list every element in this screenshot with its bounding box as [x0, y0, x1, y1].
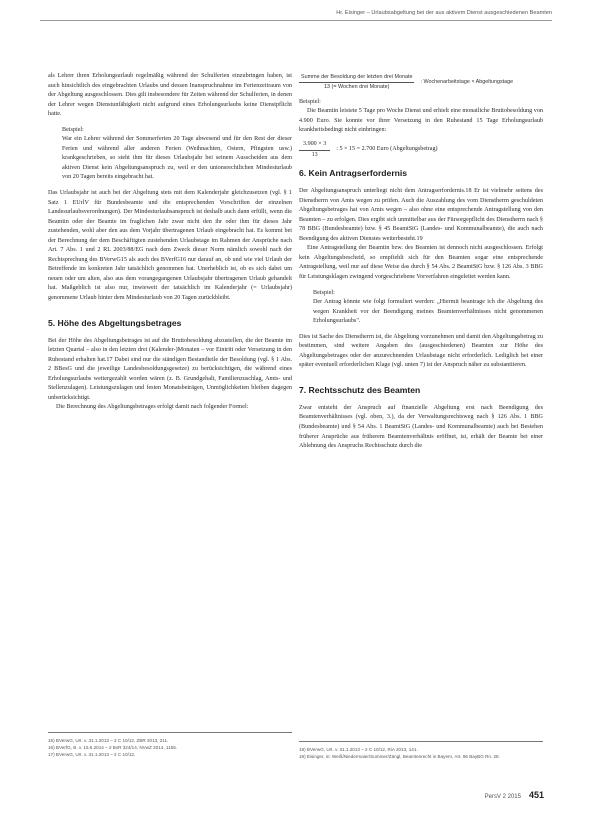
paragraph-antrag-1: Der Abgeltungsanspruch unterliegt nicht dem Antragserfordernis.18 Er ist vielmehr seitens des Dienstherrn von Amts wegen zu prüfen. Auch die Auszahlung des vom Dienstherrn geschuldeten Abgeltungsbetrages hat von Amts wegen – also ohne eine entsprechende Antragstellung von den Beamten – zu erfolgen. Dies ergibt sich unmittelbar aus der Fürsorgepflicht des Dienstherrn nach § 78 BBG (Bundesbeamte) bzw. § 45 BeamtStG (Landes- und Kommunalbeamte), die auch nach Beendigung des aktiven Dienstes weiterbesteht.19: [299, 188, 543, 242]
calc-fraction: [299, 140, 330, 160]
formula-factor: : Wochenarbeitstage × Abgeltungstage: [420, 79, 514, 86]
paragraph-antrag-3: Dies ist Sache des Dienstherrn ist, die Abgeltung vorzunehmen und damit den Abgeltungsbetrag zu bestimmen, sind weitere Angaben des (ausgeschiedenen) Beamten zur Höhe des Abgeltungsbetrages oder der anzurechnenden Urlaubstage nicht erforderlich. Lediglich bei einer später eventuell erforderlichen Klage (vgl. unten 7) ist der Anspruch näher zu substantiieren.: [299, 333, 543, 369]
paragraph-urlaubsjahr: Das Urlaubsjahr ist auch bei der Abgeltung stets mit dem Kalenderjahr gleichzusetzen (vgl. § 1 Satz 1 EUrlV für Bundesbeamte und die entsprechenden Vorschriften der einzelnen Landesurlaubsverordnungen). Der Mindesturlaubsanspruch ist deshalb auch dann erfüllt, wenn die Beamtin oder der Beamte im fraglichen Jahr zwar nicht den ihr oder ihm für dieses Jahr zustehenden, wohl aber den aus dem Vorjahr übertragenen Urlaub eingebracht hat. Es kommt bei der Berechnung der dem Beschäftigten zustehenden Urlaubstage im Rahmen der Ansprüche nach Art. 7 Abs. 1 und 2 RL 2003/88/EG nach dem Zweck dieser Norm nämlich sowohl nach der Rechtsprechung des BVerwG15 als auch des BVerfG16 nur darauf an, ob und wie viel Urlaub der Betreffende im konkreten Jahr tatsächlich genommen hat. Unerheblich ist, ob es sich dabei um neuen oder um alten, also aus dem vorangegangenen Urlaubsjahr übertragenen Urlaub gehandelt hat. Maßgeblich ist also nur, inwieweit der tatsächlich im Kalenderjahr (= Urlaubsjahr) genommene Urlaub hinter dem Mindesturlaub von 20 Tagen zurückbleibt.: [48, 190, 292, 302]
right-column: [299, 74, 543, 452]
section-heading-5: 5. Höhe des Abgeltungsbetrages: [48, 317, 182, 328]
formula-denominator: 13 (= Wochen drei Monate): [324, 84, 390, 91]
intro-paragraph: als Lehrer ihren Erholungsurlaub regelmäßig während der Schulferien einzubringen haben, ist auch hinsichtlich des eingebrachten Urlaubs und dessen Inanspruchnahme im Ferienzeitraum von der Abgeltung ausgeschlossen. Dies gilt insbesondere für Zeiten während der Schulferien, in denen der Lehrer wegen Dienstunfähigkeit nicht aufgrund eines Erholungsurlaubs keine Dienstpflicht hatte.: [48, 73, 292, 118]
footnote-17: 17) BVerwG, Urt. v. 31.1.2013 – 2 C 10/12.: [48, 752, 136, 758]
page-footer: [485, 790, 544, 800]
calc-result: : 5 × 15 = 2.700 Euro (Abgeltungsbetrag): [336, 146, 438, 153]
footnote-19: 19) Eisinger, in: Weiß/Niedermaier/Summer/Zängl, Beamtenrecht in Bayern, Art. 96 BayBG Rn. 28.: [299, 754, 500, 760]
example-text: War ein Lehrer während der Sommerferien 20 Tage abwesend und für den Rest der dieser Ferien und während aller anderen Ferien (Weihnachten, Ostern, Pfingsten usw.) krankgeschrieben, so steht ihm für dieses Urlaubsjahr bei seinem Ausscheiden aus dem aktiven Dienst kein Abgeltungsanspruch zu, weil er den unionsrechtlichen Mindesturlaub von 20 Tagen bereits eingebracht hat.: [62, 136, 292, 181]
page-number: 451: [528, 790, 544, 800]
example-label-right: Beispiel:: [299, 98, 321, 105]
paragraph-formula-intro: Die Berechnung des Abgeltungsbetrages erfolgt damit nach folgender Formel:: [56, 404, 249, 411]
calc-numerator: 3.900 × 3: [299, 140, 330, 151]
formula-fraction: [299, 74, 414, 92]
calculation: [299, 140, 543, 160]
paragraph-rechtsschutz: Zwar entsteht der Anspruch auf finanzielle Abgeltung erst nach Beendigung des Beamtenverhältnisses (vgl. oben, 3.), da der Verwaltungsrechtsweg nach § 126 Abs. 1 BBG (Bundesbeamte) und § 54 Abs. 1 BeamtStG (Landes- und Kommunalbeamte) auch bei Bestehen früherer Ansprüche aus früherem Beamtenverhältnis eröffnet, ist, erhält der Beamte bei einer Ablehnung des Anspruchs Rechtsschutz durch die: [299, 404, 543, 450]
example-box-left: [62, 126, 292, 183]
example-box-right: [313, 289, 543, 327]
section-heading-6: 6. Kein Antragserfordernis: [299, 168, 408, 179]
calc-denominator: 13: [311, 151, 318, 158]
left-column: [48, 72, 292, 413]
example-text-2: Der Antrag könnte wie folgt formuliert werden: „Hiermit beantrage ich die Abgeltung des wegen Krankheit vor der Beendigung meines Beamtenverhältnisses nicht genommenen Erholungsurlaubs".: [313, 299, 543, 325]
journal-label: PersV 2 2015: [484, 794, 521, 800]
example-text-right: Die Beamtin leistete 5 Tage pro Woche Dienst und erhielt eine monatliche Bruttobesoldung von 4.900 Euro. Sie konnte vor ihrer Versetzung in den Ruhestand 15 Tage Erholungsurlaub krankheitsbedingt nicht einbringen:: [299, 108, 543, 134]
example-label: Beispiel:: [62, 126, 84, 133]
footnote-18: 18) BVerwG, Urt. v. 31.1.2013 – 2 C 10/12, RiA 2013, 141.: [299, 747, 418, 752]
footnote-15: 15) BVerwG, Urt. v. 31.1.2013 – 2 C 10/12, ZBR 2013, 211.: [48, 738, 169, 743]
footnotes-right: [299, 741, 543, 760]
example-label-2: Beispiel:: [313, 289, 335, 296]
paragraph-hoehe: Bei der Höhe des Abgeltungsbetrages ist auf die Bruttobesoldung abzustellen, die der Beamte im letzten Quartal – also in den letzten drei (Kalender-)Monaten – vor Eintritt oder Versetzung in den Ruhestand erhalten hat.17 Dabei sind nur die ständigen Bestandteile der Besoldung (vgl. § 1 Abs. 2 BBesG und die jeweilige Landesbesoldungsgesetze) zu berücksichtigen, die während eines Erholungsurlaubs weitergezahlt worden wären (z. B. Grundgehalt, Familienzuschlag, Amts- und Stellenzulagen). Leistungszulagen und festen Monatsbeträgen, Unmöglichkeiten bleiben dagegen unberücksichtigt.: [48, 337, 292, 401]
footnotes-left: [48, 732, 292, 759]
formula-numerator: Summe der Besoldung der letzten drei Monate: [299, 74, 414, 83]
section-heading-7: 7. Rechtsschutz des Beamten: [299, 384, 421, 395]
footnote-16: 16) BVerfG, B. v. 15.5.2014 – 2 BvR 324/14, NVwZ 2014, 1155.: [48, 745, 178, 751]
running-header: Hr. Eisinger – Urlaubsabgeltung bei der aus aktivem Dienst ausgeschiedenen Beamten: [40, 6, 552, 21]
paragraph-antrag-2: Eine Antragstellung der Beamtin bzw. des Beamten ist dennoch nicht ausgeschlossen. Erfolgt kein Abgeltungsbescheid, so empfiehlt sich für den Beamten sogar eine entsprechende Antragstellung, weil nur auf diese Weise das durch § 54 Abs. 2 BeamtStG bzw. § 126 Abs. 3 BBG für Leistungsklagen zwingend vorgeschriebene Vorverfahren eingeleitet werden kann.: [299, 245, 543, 281]
formula: [299, 74, 543, 92]
